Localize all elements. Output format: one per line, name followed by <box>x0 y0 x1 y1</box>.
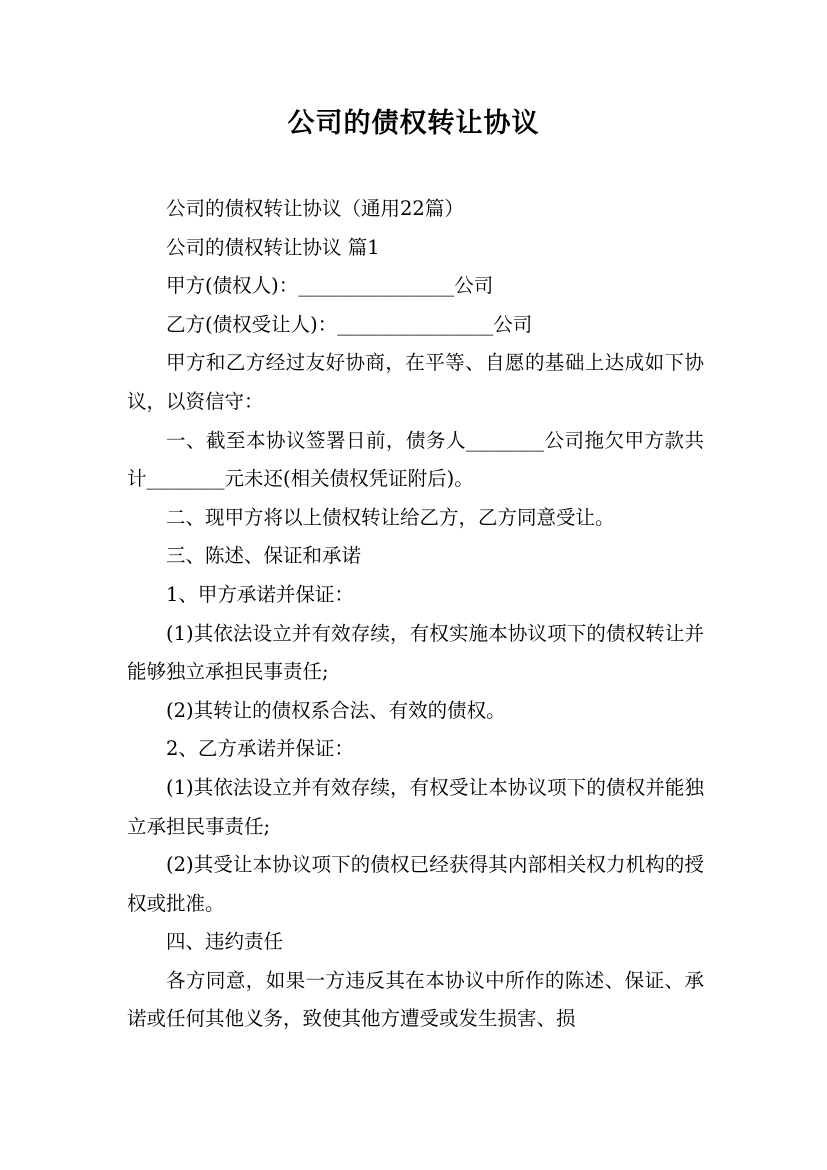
paragraph-party-a: 甲方(债权人)：________________公司 <box>166 274 494 298</box>
document-title: 公司的债权转让协议 <box>287 108 540 139</box>
document-body <box>127 190 704 1039</box>
paragraph-clause-4-heading: 四、违约责任 <box>166 930 284 954</box>
paragraph-clause-2: 二、现甲方将以上债权转让给乙方，乙方同意受让。 <box>166 505 615 529</box>
paragraph-breach-liability: 各方同意，如果一方违反其在本协议中所作的陈述、保证、承诺或任何其他义务，致使其他方遭受或发生损害、损 <box>127 968 704 1031</box>
paragraph-party-b-item-1: (1)其依法设立并有效存续，有权受让本协议项下的债权并能独立承担民事责任; <box>127 775 704 838</box>
paragraph-subtitle: 公司的债权转让协议（通用22篇） <box>166 197 464 220</box>
paragraph-party-b-item-2: (2)其受让本协议项下的债权已经获得其内部相关权力机构的授权或批准。 <box>127 853 704 915</box>
paragraph-party-b-promise: 2、乙方承诺并保证： <box>166 737 354 761</box>
paragraph-preamble: 甲方和乙方经过友好协商，在平等、自愿的基础上达成如下协议，以资信守： <box>127 351 704 413</box>
paragraph-party-a-item-2: (2)其转让的债权系合法、有效的债权。 <box>166 698 506 722</box>
paragraph-clause-3-heading: 三、陈述、保证和承诺 <box>166 544 362 568</box>
paragraph-party-a-item-1: (1)其依法设立并有效存续，有权实施本协议项下的债权转让并能够独立承担民事责任; <box>127 621 704 684</box>
paragraph-party-b: 乙方(债权受让人)：________________公司 <box>166 312 533 336</box>
paragraph-clause-1: 一、截至本协议签署日前，债务人________公司拖欠甲方款共计________元未还(相关债权凭证附后)。 <box>127 428 704 491</box>
paragraph-section-heading: 公司的债权转让协议 篇1 <box>166 235 380 259</box>
paragraph-party-a-promise: 1、甲方承诺并保证： <box>166 582 354 606</box>
